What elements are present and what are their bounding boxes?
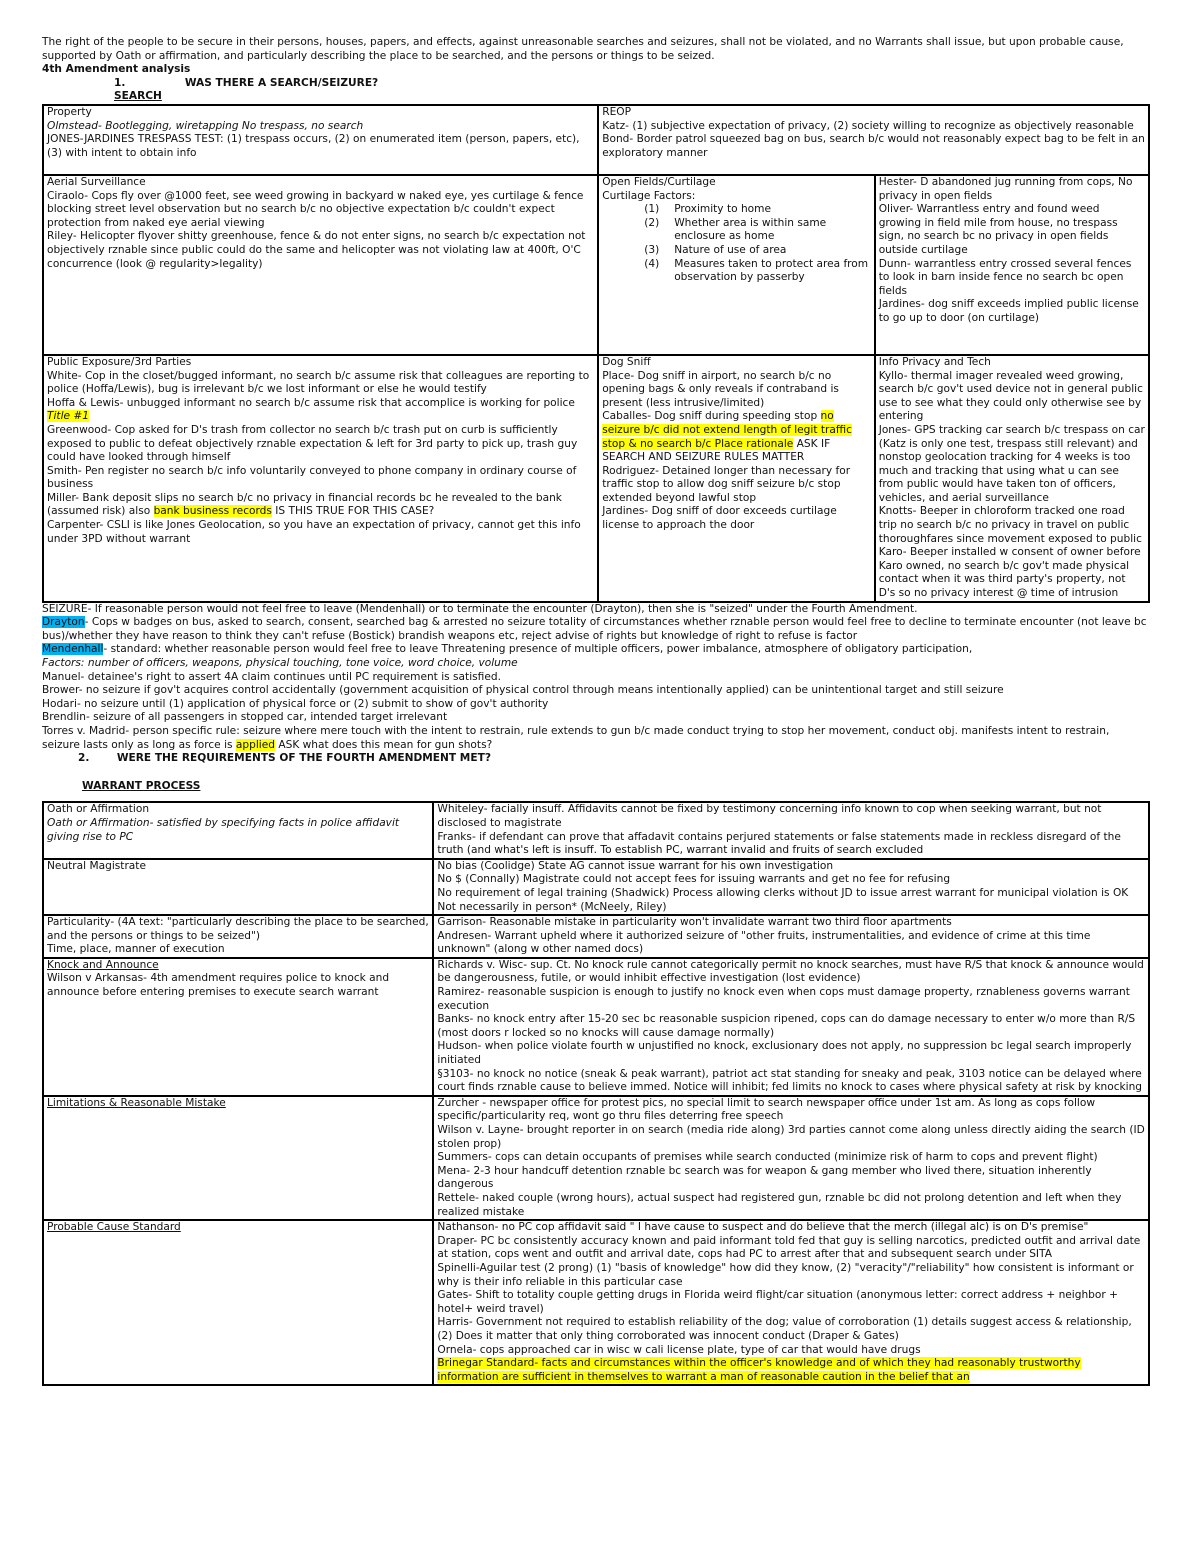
aerial-cell [43, 175, 598, 355]
factor-text: Whether area is within same enclosure as home [674, 216, 827, 243]
factor-text: Proximity to home [674, 203, 771, 216]
pc-cell [43, 1220, 433, 1385]
limits-cell [43, 1096, 433, 1220]
question-1-text: WAS THERE A SEARCH/SEIZURE? [184, 76, 379, 89]
pc-cases-cell [433, 1220, 1149, 1385]
table-row [43, 105, 1149, 175]
ornela-entry: Ornela- cops approached car in wisc w cali license plate, type of car that would have drugs [437, 1343, 921, 1356]
document-page [42, 36, 1150, 1386]
jones-entry: Jones- GPS tracking car search b/c trespass on car (Katz is only one test, trespass still relevant) and nonstop geolocation tracking for 4 weeks is too much and tracking that using what u can see from public would have taken ton of officers, vehicles, and aerial surveillance [878, 423, 1145, 504]
white-entry: White- Cop in the closet/bugged informant, no search b/c assume risk that colleagues are reporting to police (Hoffa/Lewis), bug is irrelevant b/c we lost informant or else he would testify [47, 369, 590, 396]
knock-announce-heading: Knock and Announce [47, 958, 159, 971]
property-cell [43, 105, 598, 175]
question-1 [114, 77, 1150, 91]
greenwood-entry: Greenwood- Cop asked for D's trash from collector no search b/c trash put on curb is sufficiently exposed to public to defeat objectively rznable expectation & left for 3rd party to pick up, trash guy could have looked through himself [47, 423, 578, 464]
jones-test-entry: JONES-JARDINES TRESPASS TEST: (1) trespass occurs, (2) on enumerated item (person, papers, etc), (3) with intent to obtain info [47, 133, 580, 159]
neutral-cases-cell [433, 859, 1149, 915]
question-2 [78, 752, 1150, 766]
banks-entry: Banks- no knock entry after 15-20 sec bc reasonable suspicion ripened, cops can do damage necessary to enter w/o more than R/S (most doors r locked so no knocks will cause damage normally) [437, 1013, 1136, 1039]
particularity-cases-cell [433, 915, 1149, 958]
olmstead-entry: Olmstead- Bootlegging, wiretapping No trespass, no search [47, 119, 364, 132]
miller-highlight: bank business records [153, 505, 272, 518]
torres-text: Torres v. Madrid- person specific rule: seizure where mere touch with the intent to restrain, rule extends to gun b/c made conduct trying to stop her movement, conduct obj. manifests intent to restrain, seizure lasts only as long as force is [42, 724, 1110, 751]
limitations-heading: Limitations & Reasonable Mistake [47, 1096, 226, 1109]
table-row [43, 802, 1149, 858]
shadwick-entry: No requirement of legal training (Shadwick) Process allowing clerks without JD to issue arrest warrant for municipal violation is OK [437, 886, 1129, 899]
harris-entry: Harris- Government not required to establish reliability of the dog; value of corroboration (1) details suggest access & relationship, (2) Does it matter that only thing corroborated was innocent conduct (Draper & Gates) [437, 1316, 1132, 1342]
zurcher-entry: Zurcher - newspaper office for protest pics, no special limit to search newspaper office under 1st am. As long as cops follow specific/particularity req, wont go thru files deterring free speech [437, 1096, 1095, 1123]
summers-entry: Summers- cops can detain occupants of premises while search conducted (minimize risk of harm to cops and prevent flight) [437, 1151, 1098, 1164]
search-table [42, 104, 1150, 603]
hudson-entry: Hudson- when police violate fourth w unjustified no knock, exclusionary does not apply, no suppression bc legal search improperly initiated [437, 1040, 1132, 1067]
aerial-heading: Aerial Surveillance [47, 175, 146, 188]
mendenhall-entry [42, 643, 1150, 657]
curtilage-factor-list [602, 203, 871, 285]
connally-entry: No $ (Connally) Magistrate could not accept fees for issuing warrants and get no fee for refusing [437, 873, 951, 886]
ramirez-entry: Ramirez- reasonable suspicion is enough to justify no knock even when cops must damage property, rznableness governs warrant execution [437, 986, 1130, 1012]
public-exposure-heading: Public Exposure/3rd Parties [47, 355, 192, 368]
miller-entry [47, 492, 594, 519]
limits-cases-cell [433, 1096, 1149, 1220]
list-item [644, 243, 871, 258]
wilson-arkansas-entry: Wilson v Arkansas- 4th amendment requires police to knock and announce before entering premises to execute search warrant [47, 972, 390, 999]
fourth-amendment-text: The right of the people to be secure in their persons, houses, papers, and effects, against unreasonable searches and seizures, shall not be violated, and no Warrants shall issue, but upon probable cause, supported by Oath or affirmation, and particularly describing the place to be searched, and the persons or things to be seized. [42, 36, 1124, 62]
smith-entry: Smith- Pen register no search b/c info voluntarily conveyed to phone company in ordinary course of business [47, 464, 577, 491]
place-entry: Place- Dog sniff in airport, no search b/c no opening bags & only reveals if contraband is present (less intrusive/limited) [602, 369, 839, 409]
riley-entry: Riley- Helicopter flyover shitty greenhouse, fence & do not enter signs, no search b/c expectation not objectively rznable since public could do the same and helicopter was not violating law at 400ft, O'C concurrence (look @ regularity>legality) [47, 230, 586, 270]
public-exposure-cell [43, 355, 598, 602]
miller-text: Miller- Bank deposit slips no search b/c no privacy in financial records bc he revealed to the bank (assumed risk) also [47, 491, 562, 518]
table-row [43, 915, 1149, 958]
drayton-text: - Cops w badges on bus, asked to search, consent, searched bag & arrested no seizure totality of circumstances whether rznable person would feel free to decline to terminate encounter (not leave bc bus)/whether they have reason to think they can't refuse (Bostick) brandish weapons etc, reject advise of rights but knowledge of right to refuse is factor [42, 616, 1147, 642]
mena-entry: Mena- 2-3 hour handcuff detention rznable bc search was for weapon & gang member who lived there, situation inherently dangerous [437, 1164, 1092, 1191]
search-label: SEARCH [114, 90, 162, 103]
mendenhall-highlight: Mendenhall [42, 643, 104, 656]
seizure-factors: Factors: number of officers, weapons, physical touching, tone voice, word choice, volume [42, 657, 518, 669]
jardines-dog-entry: Jardines- Dog sniff of door exceeds curtilage license to approach the door [602, 505, 837, 532]
probable-cause-heading: Probable Cause Standard [47, 1221, 181, 1234]
oath-subtext: Oath or Affirmation- satisfied by specifying facts in police affidavit giving rise to PC [47, 816, 400, 843]
open-fields-cases-cell [875, 175, 1149, 355]
neutral-magistrate-heading: Neutral Magistrate [47, 859, 146, 872]
gates-entry: Gates- Shift to totality couple getting drugs in Florida weird flight/car situation (anonymous letter: correct address + neighbor + hotel+ weird travel) [437, 1289, 1118, 1315]
property-heading: Property [47, 105, 92, 118]
caballes-text: Caballes- Dog sniff during speeding stop [602, 410, 821, 423]
torres-question: ASK what does this mean for gun shots? [274, 738, 493, 751]
reop-heading: REOP [602, 105, 631, 118]
torres-entry [42, 725, 1150, 752]
table-row [43, 958, 1149, 1096]
hodari-entry: Hodari- no seizure until (1) application of physical force or (2) submit to show of gov't authority [42, 697, 549, 710]
list-item [644, 203, 871, 217]
nathanson-entry: Nathanson- no PC cop affidavit said " I have cause to suspect and do believe that the merch (illegal alc) is on D's premise" [437, 1221, 1089, 1234]
garrison-entry: Garrison- Reasonable mistake in particularity won't invalidate warrant two third floor apartments [437, 916, 952, 929]
jardines-entry: Jardines- dog sniff exceeds implied public license to go up to door (on curtilage) [878, 298, 1139, 324]
rodriguez-entry: Rodriguez- Detained longer than necessary for traffic stop to allow dog sniff seizure b/c stop extended beyond lawful stop [602, 464, 851, 504]
brinegar-highlight: Brinegar Standard- facts and circumstances within the officer's knowledge and of which they had reasonably trustworthy information are sufficient in themselves to warrant a man of reasonable caution in the belief that an [437, 1357, 1081, 1383]
title-1-highlight: Title #1 [47, 410, 90, 423]
knotts-entry: Knotts- Beeper in chloroform tracked one road trip no search b/c no privacy in travel on public thoroughfares since movement exposed to public [878, 505, 1142, 545]
hoffa-entry: Hoffa & Lewis- unbugged informant no search b/c assume risk that accomplice is working for police [47, 396, 575, 409]
table-row [43, 1220, 1149, 1385]
particularity-subtext: Time, place, manner of execution [47, 943, 225, 956]
analysis-title-text: 4th Amendment analysis [42, 63, 191, 76]
seizure-section [42, 603, 1150, 753]
table-row [43, 355, 1149, 602]
katz-entry: Katz- (1) subjective expectation of privacy, (2) society willing to recognize as objectively reasonable [602, 119, 1134, 132]
factor-number: (4) [644, 257, 660, 270]
torres-highlight: applied [235, 738, 275, 751]
open-fields-cell [598, 175, 875, 355]
table-row [43, 1096, 1149, 1220]
knock-cases-cell [433, 958, 1149, 1096]
curtilage-factors-label: Curtilage Factors: [602, 189, 696, 202]
factor-text: Nature of use of area [674, 243, 787, 256]
factor-number: (1) [644, 203, 660, 216]
ciraolo-entry: Ciraolo- Cops fly over @1000 feet, see weed growing in backyard w naked eye, yes curtilage & fence blocking street level observation but no search b/c no objective expectation b/c couldn't expect protection from naked eye aerial viewing [47, 189, 584, 229]
caballes-question: ASK IF SEARCH AND SEIZURE RULES MATTER [602, 437, 831, 464]
knock-cell [43, 958, 433, 1096]
question-2-text: WERE THE REQUIREMENTS OF THE FOURTH AMENDMENT MET? [116, 752, 491, 765]
neutral-cell [43, 859, 433, 915]
info-privacy-cell [875, 355, 1149, 602]
brower-entry: Brower- no seizure if gov't acquires control accidentally (government acquisition of physical control through means intentionally applied) can be unintentional target and still seizure [42, 684, 1004, 697]
kyllo-entry: Kyllo- thermal imager revealed weed growing, search b/c gov't used device not in general public use to see what they could only otherwise see by entering [878, 369, 1143, 423]
reop-cell [598, 105, 1149, 175]
list-item [644, 257, 871, 285]
mendenhall-text: - standard: whether reasonable person would feel free to leave Threatening presence of multiple officers, power imbalance, atmosphere of obligatory participation, [103, 643, 973, 656]
dog-sniff-heading: Dog Sniff [602, 355, 651, 368]
question-1-number: 1. [114, 76, 126, 89]
oath-cell [43, 802, 433, 858]
franks-entry: Franks- if defendant can prove that affadavit contains perjured statements or false statements made in reckless disregard of the truth (and what's left is insuff. To establish PC, warrant invalid and fruits of search excluded [437, 830, 1121, 857]
manuel-entry: Manuel- detainee's right to assert 4A claim continues until PC requirement is satisfied. [42, 670, 501, 683]
factor-number: (2) [644, 216, 660, 229]
caballes-highlight: no seizure b/c did not extend length of legit traffic stop & no search b/c Place rationale [602, 410, 852, 450]
factor-text: Measures taken to protect area from observation by passerby [674, 257, 869, 284]
table-row [43, 175, 1149, 355]
oliver-entry: Oliver- Warrantless entry and found weed growing in field mile from house, no trespass sign, no search bc no privacy in open fields outside curtilage [878, 203, 1118, 256]
brendlin-entry: Brendlin- seizure of all passengers in stopped car, intended target irrelevant [42, 711, 448, 724]
coolidge-entry: No bias (Coolidge) State AG cannot issue warrant for his own investigation [437, 859, 834, 872]
info-privacy-heading: Info Privacy and Tech [878, 355, 991, 368]
open-fields-heading: Open Fields/Curtilage [602, 175, 716, 188]
oath-heading: Oath or Affirmation [47, 803, 150, 816]
particularity-heading: Particularity- (4A text: "particularly describing the place to be searched, and the persons or things to be seized") [47, 916, 429, 942]
dog-sniff-cell [598, 355, 875, 602]
warrant-process-heading: WARRANT PROCESS [82, 779, 201, 792]
drayton-highlight: Drayton [42, 616, 85, 629]
seizure-definition: SEIZURE- If reasonable person would not feel free to leave (Mendenhall) or to terminate the encounter (Drayton), then she is "seized" under the Fourth Amendment. [42, 602, 918, 615]
carpenter-entry: Carpenter- CSLI is like Jones Geolocation, so you have an expectation of privacy, cannot get this info under 3PD without warrant [47, 519, 581, 545]
question-2-number: 2. [78, 752, 90, 765]
wilson-layne-entry: Wilson v. Layne- brought reporter in on search (media ride along) 3rd parties cannot come along unless directly aiding the search (ID stolen prop) [437, 1124, 1145, 1150]
miller-question: IS THIS TRUE FOR THIS CASE? [271, 505, 435, 518]
bond-entry: Bond- Border patrol squeezed bag on bus, search b/c would not reasonably expect bag to be felt in an exploratory manner [602, 133, 1145, 159]
oath-cases-cell [433, 802, 1149, 858]
mcneely-entry: Not necessarily in person* (McNeely, Riley) [437, 900, 667, 913]
section-3103-entry: §3103- no knock no notice (sneak & peak warrant), patriot act stat standing for sneaky and peak, 3103 notice can be delayed where court finds rznable cause to believe immed. Notice will inhibit; fed limits no knock to cases where physical safety at risk by knocking [437, 1067, 1143, 1094]
warrant-table [42, 801, 1150, 1386]
dunn-entry: Dunn- warrantless entry crossed several fences to look in barn inside fence no search bc open fields [878, 257, 1132, 297]
factor-number: (3) [644, 243, 660, 256]
draper-entry: Draper- PC bc consistently accuracy known and paid informant told fed that guy is selling narcotics, predicted outfit and arrival date at station, cops went and outfit and arrival date, cops had PC to arrest after that and subsequent search under SITA [437, 1234, 1141, 1261]
richards-entry: Richards v. Wisc- sup. Ct. No knock rule cannot categorically permit no knock searches, must have R/S that knock & announce would be dangerousness, futile, or would inhibit effective investigation (lost evidence) [437, 958, 1144, 985]
particularity-cell [43, 915, 433, 958]
karo-entry: Karo- Beeper installed w consent of owner before Karo owned, no search b/c gov't made physical contact when it was third party's property, not D's so no privacy interest @ time of intrusion [878, 546, 1141, 600]
caballes-entry [602, 410, 871, 464]
drayton-entry [42, 616, 1150, 643]
list-item [644, 216, 871, 244]
andresen-entry: Andresen- Warrant upheld where it authorized seizure of "other fruits, instrumentalities, and evidence of crime at this time unknown" (along w other named docs) [437, 929, 1091, 956]
analysis-title [42, 63, 1150, 77]
hester-entry: Hester- D abandoned jug running from cops, No privacy in open fields [878, 175, 1133, 202]
rettele-entry: Rettele- naked couple (wrong hours), actual suspect had registered gun, rznable bc did not prolong detention and left when they realized mistake [437, 1191, 1122, 1218]
spinelli-entry: Spinelli-Aguilar test (2 prong) (1) "basis of knowledge" how did they know, (2) "veracity"/"reliability" how consistent is informant or why is their info reliable in this particular case [437, 1261, 1134, 1288]
whiteley-entry: Whiteley- facially insuff. Affidavits cannot be fixed by testimony concerning info known to cop when seeking warrant, but not disclosed to magistrate [437, 803, 1102, 829]
table-row [43, 859, 1149, 915]
